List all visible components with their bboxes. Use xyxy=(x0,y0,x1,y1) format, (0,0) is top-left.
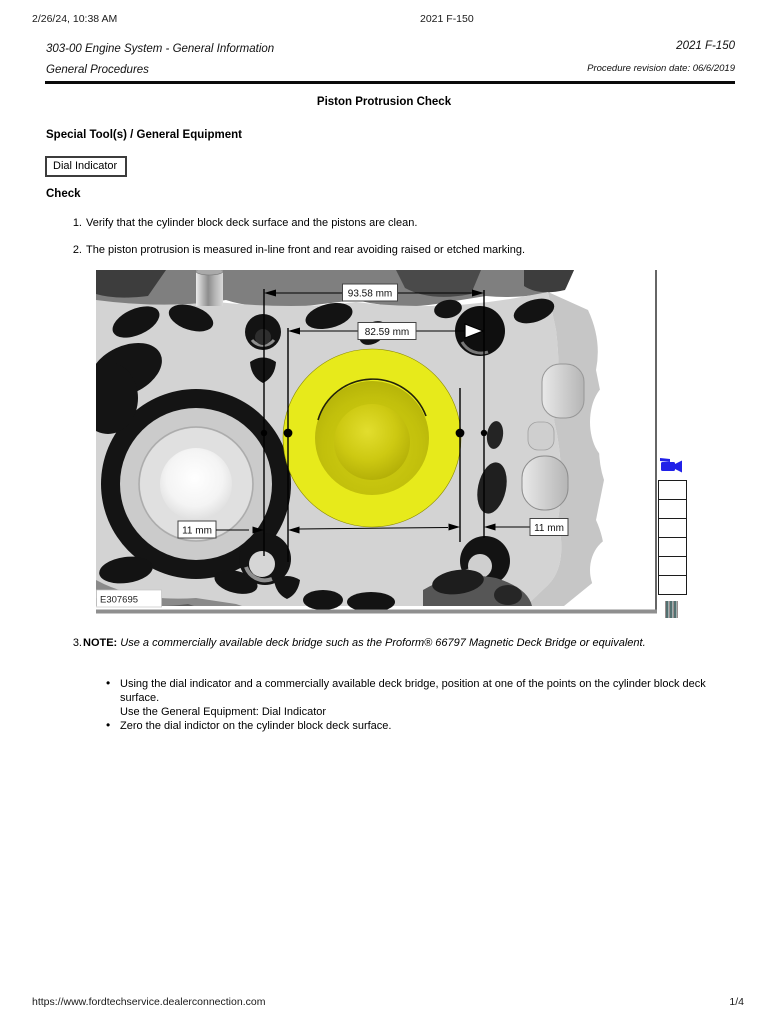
scrollbar-fragment xyxy=(665,601,678,618)
note-label: NOTE: xyxy=(83,637,118,649)
media-thumbnail-placeholder[interactable] xyxy=(658,537,687,557)
doc-subsection-title: General Procedures xyxy=(46,64,149,76)
step-text: The piston protrusion is measured in-line front and rear avoiding raised or etched marking. xyxy=(86,244,526,256)
step-text: Verify that the cylinder block deck surface and the pistons are clean. xyxy=(86,217,418,229)
media-thumbnail-placeholder[interactable] xyxy=(658,480,687,500)
print-header-title: 2021 F-150 xyxy=(420,13,474,25)
check-bullet-list xyxy=(106,677,710,733)
doc-section-title: 303-00 Engine System - General Information xyxy=(46,43,275,55)
doc-header-left xyxy=(46,39,274,81)
doc-revision-date: Procedure revision date: 06/6/2019 xyxy=(587,63,735,74)
step-note xyxy=(83,636,697,651)
video-camera-icon[interactable] xyxy=(659,456,685,476)
bullet-item xyxy=(106,677,710,719)
media-thumbnail-placeholder[interactable] xyxy=(658,575,687,595)
step-number: 1. xyxy=(72,217,82,229)
dim-11-right: 11 mm xyxy=(534,523,564,534)
media-thumbnail-placeholder[interactable] xyxy=(658,499,687,519)
special-tools-heading: Special Tool(s) / General Equipment xyxy=(46,129,242,141)
print-footer-page-number: 1/4 xyxy=(729,996,744,1008)
bullet-line: • Using the dial indicator and a commercially available deck bridge, position at one of the points on the cylinder block deck surface. xyxy=(120,678,706,704)
page-title: Piston Protrusion Check xyxy=(316,96,452,108)
figure-piston-protrusion xyxy=(96,270,657,616)
dim-82-59: 82.59 mm xyxy=(364,327,410,338)
dim-93-58: 93.58 mm xyxy=(347,288,393,300)
note-text: Use a commercially available deck bridge such as the Proform® 66797 Magnetic Deck Bridge or equivalent. xyxy=(120,637,646,649)
header-divider xyxy=(45,81,735,84)
bullet-line: Use the General Equipment: Dial Indicator xyxy=(120,706,327,718)
engine-block-illustration xyxy=(96,270,657,616)
step-number: 2. xyxy=(72,244,82,256)
media-thumbnail-placeholder[interactable] xyxy=(658,518,687,538)
check-heading: Check xyxy=(46,188,81,200)
bullet-item xyxy=(106,719,710,733)
media-thumbnail-placeholder[interactable] xyxy=(658,556,687,576)
print-footer-url: https://www.fordtechservice.dealerconnection.com xyxy=(32,996,266,1008)
media-thumbnail-column xyxy=(658,481,687,595)
doc-header-right xyxy=(587,39,735,76)
dim-11-left: 11 mm xyxy=(182,525,212,537)
special-tool-item: Dial Indicator xyxy=(45,156,127,177)
doc-model: 2021 F-150 xyxy=(676,40,735,52)
step-number: 3. xyxy=(72,637,82,649)
bullet-line: • Zero the dial indictor on the cylinder block deck surface. xyxy=(120,720,392,732)
engine-block-art xyxy=(96,270,657,616)
print-header-datetime: 2/26/24, 10:38 AM xyxy=(32,13,118,25)
figure-id-label: E307695 xyxy=(100,594,139,606)
